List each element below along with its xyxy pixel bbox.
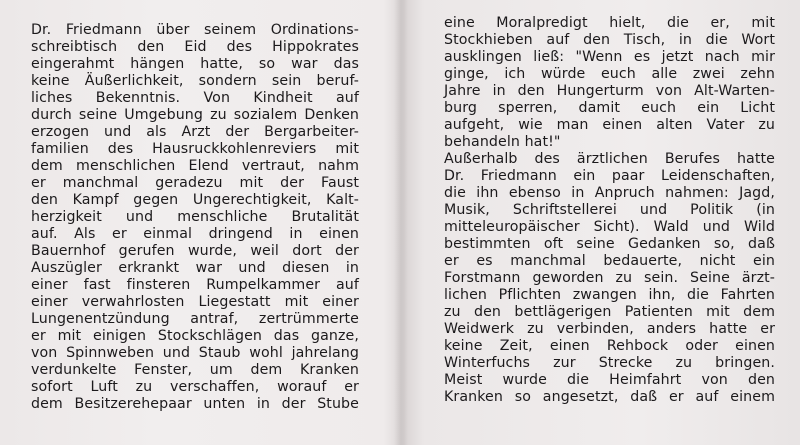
text-line: ausklingen ließ: "Wenn es jetzt nach mir (444, 49, 775, 65)
text-line: Weidwerk zu verbinden, anders hatte er (444, 321, 775, 337)
text-line: dem menschlichen Elend vertraut, nahm (31, 158, 359, 174)
text-line: behandeln hat!" (444, 134, 561, 150)
text-line: Lungenentzündung antraf, zertrümmerte (31, 311, 359, 327)
text-line: sofort Luft zu verschaffen, worauf er (31, 379, 359, 395)
text-line: Auszügler erkrankt war und diesen in (31, 260, 359, 276)
text-line: lichen Pflichten zwangen ihn, die Fahrten (444, 287, 775, 303)
text-line: mitteleuropäischer Sicht). Wald und Wild (444, 219, 775, 235)
text-line: Kranken so angesetzt, daß er auf einem (444, 389, 775, 405)
text-line: er es manchmal bedauerte, nicht ein (444, 253, 775, 269)
text-line: er manchmal geradezu mit der Faust (31, 175, 359, 191)
text-line: erzogen und als Arzt der Bergarbeiter- (31, 124, 359, 140)
text-line: Winterfuchs zur Strecke zu bringen. (444, 355, 775, 371)
text-line: zu den bettlägerigen Patienten mit dem (444, 304, 775, 320)
text-line: eine Moralpredigt hielt, die er, mit (444, 15, 775, 31)
text-line: herzigkeit und menschliche Brutalität (31, 209, 359, 225)
text-line: Dr. Friedmann ein paar Leidenschaften, (444, 168, 775, 184)
text-line: dem Besitzerehepaar unten in der Stube (31, 396, 359, 412)
text-line: schreibtisch den Eid des Hippokrates (31, 39, 359, 55)
text-line: Bauernhof gerufen wurde, weil dort der (31, 243, 359, 259)
text-line: durch seine Umgebung zu sozialem Denken (31, 107, 359, 123)
text-line: Forstmann geworden zu sein. Seine ärzt- (444, 270, 775, 286)
text-line: Außerhalb des ärztlichen Berufes hatte (444, 151, 775, 167)
text-line: Stockhieben auf den Tisch, in die Wort (444, 32, 775, 48)
text-line: liches Bekenntnis. Von Kindheit auf (31, 90, 359, 106)
text-line: einer verwahrlosten Liegestatt mit einer (31, 294, 359, 310)
text-line: die ihn ebenso in Anpruch nahmen: Jagd, (444, 185, 775, 201)
text-line: eingerahmt hängen hatte, so war das (31, 56, 359, 72)
text-line: Jahre in den Hungerturm von Alt-Warten- (444, 83, 775, 99)
text-line: einer fast finsteren Rumpelkammer auf (31, 277, 359, 293)
text-line: Meist wurde die Heimfahrt von den (444, 372, 775, 388)
text-line: Musik, Schriftstellerei und Politik (in (444, 202, 775, 218)
text-line: den Kampf gegen Ungerechtigkeit, Kalt- (31, 192, 359, 208)
text-line: aufgeht, wie man einen alten Vater zu (444, 117, 775, 133)
text-line: keine Zeit, einen Rehbock oder einen (444, 338, 775, 354)
text-line: verdunkelte Fenster, um dem Kranken (31, 362, 359, 378)
text-line: keine Äußerlichkeit, sondern sein beruf- (31, 73, 359, 89)
right-page (402, 0, 800, 445)
text-line: er mit einigen Stockschlägen das ganze, (31, 328, 359, 344)
text-line: familien des Hausruckkohlenreviers mit (31, 141, 359, 157)
text-line: von Spinnweben und Staub wohl jahrelang (31, 345, 359, 361)
text-line: burg sperren, damit euch ein Licht (444, 100, 775, 116)
text-line: auf. Als er einmal dringend in einen (31, 226, 359, 242)
text-line: bestimmten oft seine Gedanken so, daß (444, 236, 775, 252)
text-line: Dr. Friedmann über seinem Ordinations- (31, 22, 359, 38)
text-line: ginge, ich würde euch alle zwei zehn (444, 66, 775, 82)
